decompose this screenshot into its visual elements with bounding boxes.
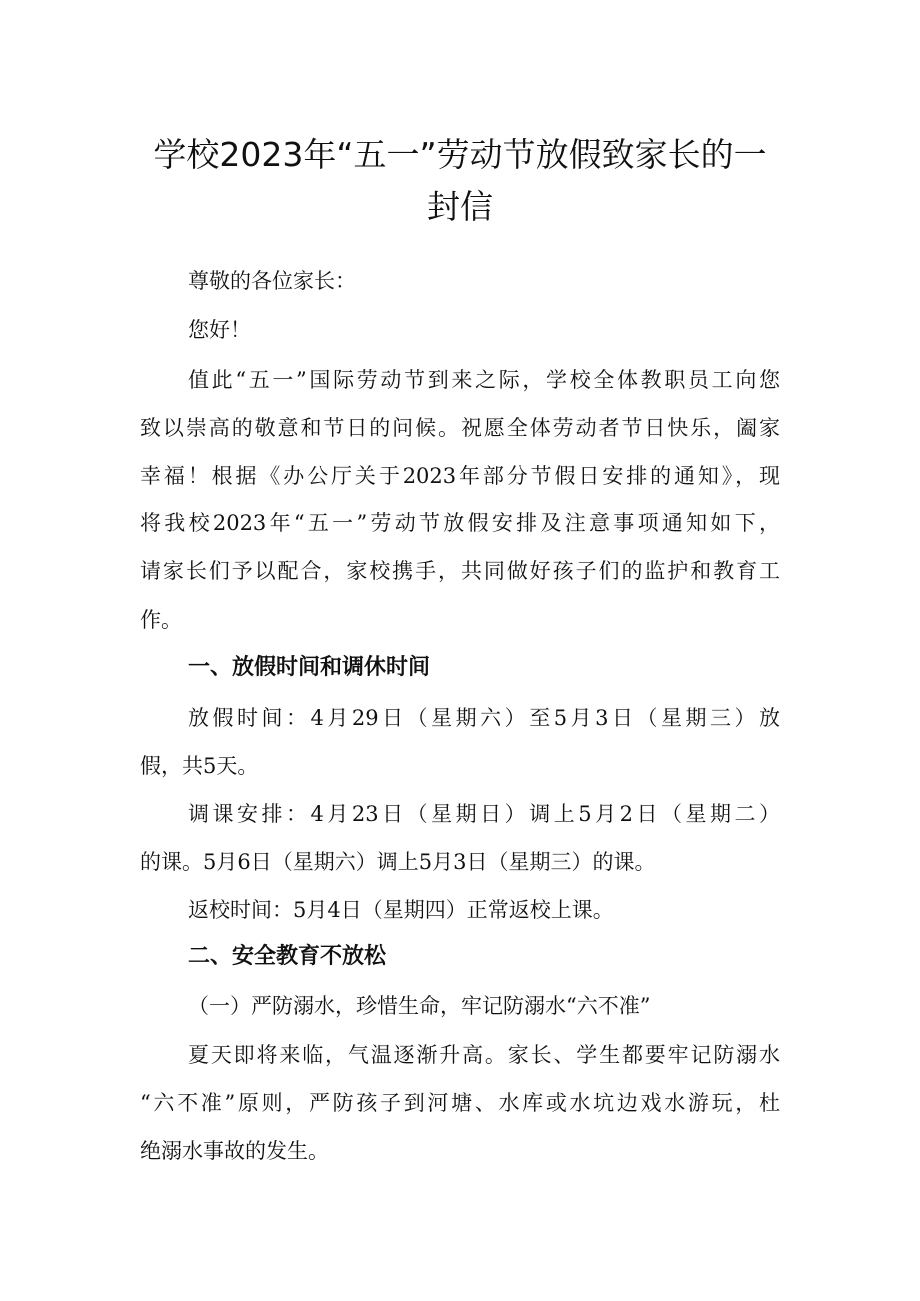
return-time: 返校时间：5月4日（星期四）正常返校上课。 bbox=[188, 898, 614, 922]
intro-line-6: 作。 bbox=[140, 608, 182, 632]
makeup-class-line-2: 的课。5月6日（星期六）调上5月3日（星期三）的课。 bbox=[140, 850, 656, 874]
section-2-heading: 二、安全教育不放松 bbox=[188, 944, 387, 969]
greeting: 您好！ bbox=[188, 318, 251, 342]
makeup-class-line-1: 调课安排：4月23日（星期日）调上5月2日（星期二） bbox=[188, 802, 780, 826]
intro-line-2: 致以崇高的敬意和节日的问候。祝愿全体劳动者节日快乐，阖家 bbox=[140, 416, 780, 440]
document-title-line-1: 学校2023年“五一”劳动节放假致家长的一 bbox=[153, 135, 767, 174]
intro-line-3: 幸福！根据《办公厅关于2023年部分节假日安排的通知》，现 bbox=[140, 464, 780, 488]
drowning-para-line-1: 夏天即将来临，气温逐渐升高。家长、学生都要牢记防溺水 bbox=[188, 1043, 780, 1067]
intro-line-1: 值此“五一”国际劳动节到来之际，学校全体教职员工向您 bbox=[188, 368, 780, 392]
drowning-para-line-3: 绝溺水事故的发生。 bbox=[140, 1139, 329, 1163]
section-1-heading: 一、放假时间和调休时间 bbox=[188, 655, 431, 680]
document-title-line-2: 封信 bbox=[427, 187, 493, 226]
drowning-para-line-2: “六不准”原则，严防孩子到河塘、水库或水坑边戏水游玩，杜 bbox=[140, 1091, 780, 1115]
intro-line-4: 将我校2023年“五一”劳动节放假安排及注意事项通知如下， bbox=[140, 511, 780, 535]
holiday-time-line-2: 假，共5天。 bbox=[140, 754, 259, 778]
subsection-1-heading: （一）严防溺水，珍惜生命，牢记防溺水“六不准” bbox=[188, 994, 651, 1018]
salutation: 尊敬的各位家长： bbox=[188, 269, 356, 293]
intro-line-5: 请家长们予以配合，家校携手，共同做好孩子们的监护和教育工 bbox=[140, 559, 780, 583]
holiday-time-line-1: 放假时间：4月29日（星期六）至5月3日（星期三）放 bbox=[188, 706, 780, 730]
